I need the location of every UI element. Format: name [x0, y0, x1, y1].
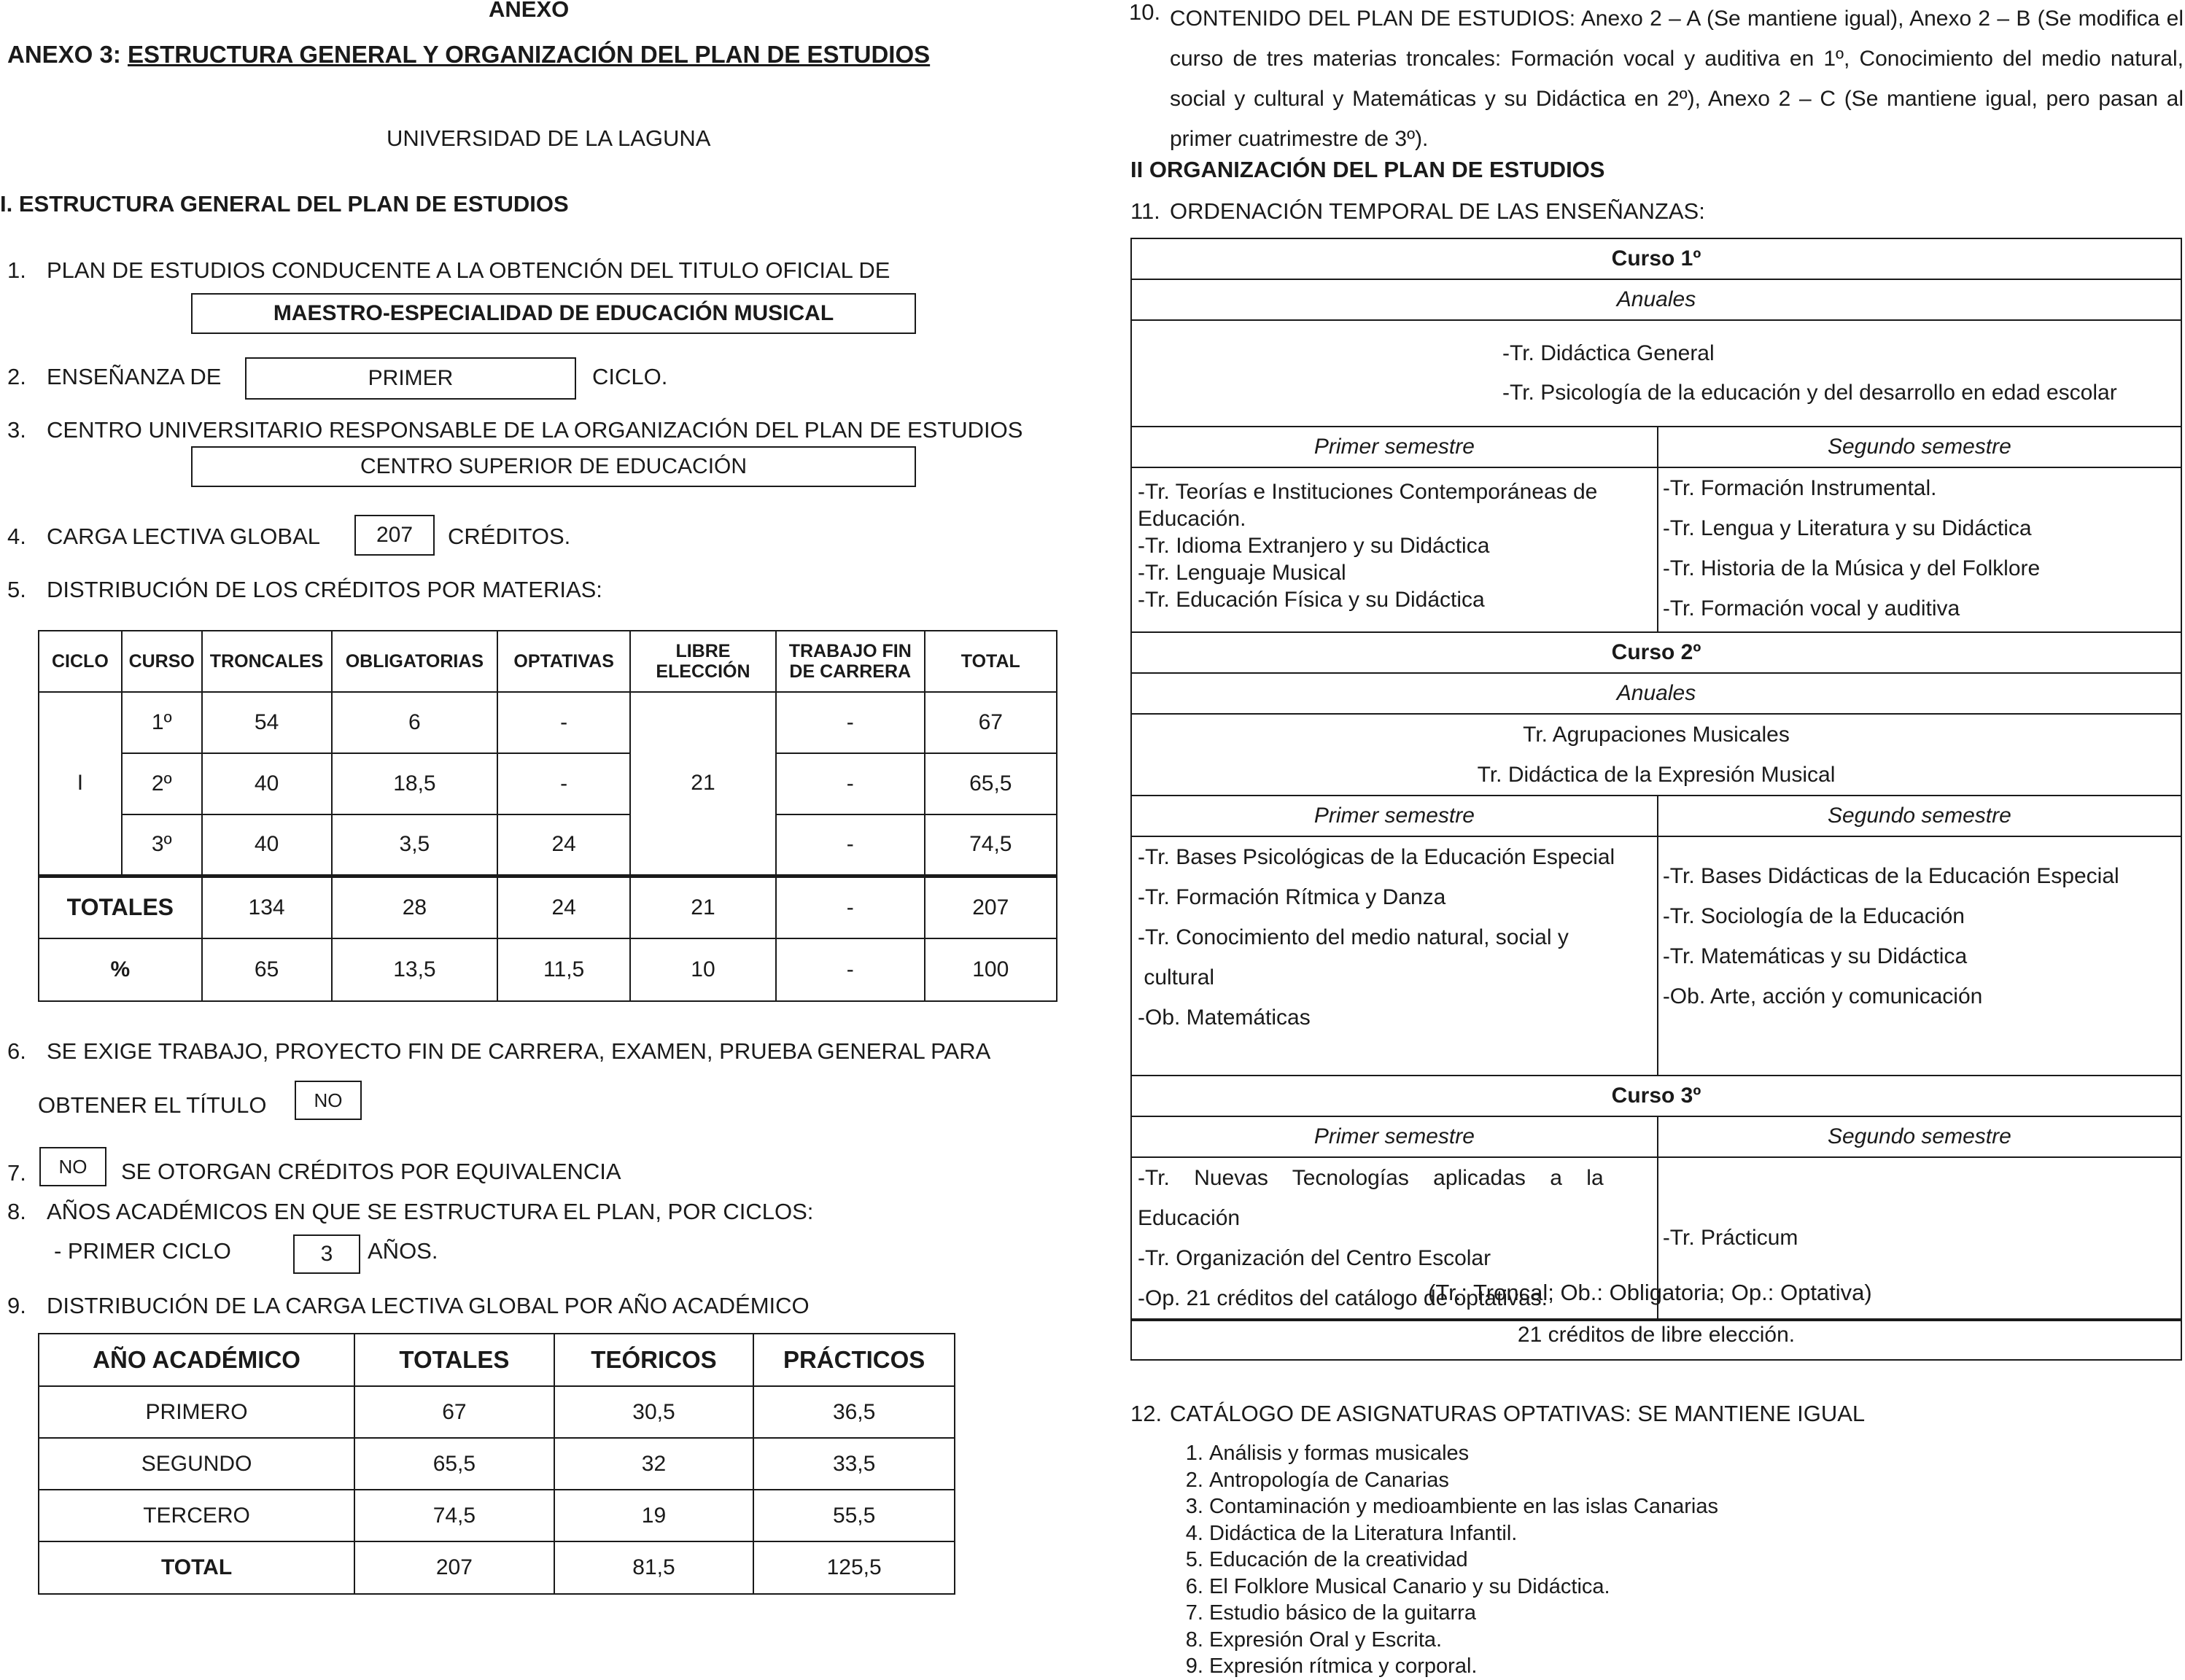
curso-1-primer-subjects — [1131, 467, 1658, 632]
header-ciclo: CICLO — [39, 631, 122, 692]
curso-3-heading: Curso 3º — [1131, 1076, 2181, 1116]
item-3-number: 3. — [7, 417, 26, 443]
item-5-text: DISTRIBUCIÓN DE LOS CRÉDITOS POR MATERIAS: — [47, 577, 602, 602]
teoricos-cell: 19 — [554, 1490, 754, 1541]
troncales-cell: 65 — [202, 938, 332, 1001]
optional-catalog-list — [1177, 1440, 1718, 1680]
header-libre: LIBRE ELECCIÓN — [630, 631, 776, 692]
item-1-number: 1. — [7, 257, 26, 283]
subject-item: -Tr. Lengua y Literatura y su Didáctica — [1662, 516, 2032, 540]
subject-item: Tr. Didáctica de la Expresión Musical — [1477, 763, 1836, 787]
primer-semestre-label: Primer semestre — [1131, 796, 1658, 836]
segundo-semestre-label: Segundo semestre — [1658, 1116, 2181, 1157]
item-8-suffix: AÑOS. — [368, 1238, 438, 1264]
year-header-row — [39, 1334, 955, 1386]
header-troncales: TRONCALES — [202, 631, 332, 692]
anual-1-subjects-row — [1131, 320, 2181, 427]
cycle-box: PRIMER — [245, 357, 576, 400]
trabajo-cell: - — [776, 938, 925, 1001]
curso-2-semesters-row — [1131, 836, 2181, 1076]
list-item: 3. Contaminación y medioambiente en las islas Canarias — [1209, 1493, 1718, 1520]
degree-title-box: MAESTRO-ESPECIALIDAD DE EDUCACIÓN MUSICAL — [191, 293, 916, 334]
header-obligatorias: OBLIGATORIAS — [332, 631, 498, 692]
item-5-number: 5. — [7, 577, 26, 602]
ciclo-cell: I — [39, 692, 122, 876]
semester-header-row — [1131, 427, 2181, 467]
year-cell: SEGUNDO — [39, 1438, 354, 1490]
semester-header-row — [1131, 1116, 2181, 1157]
header-curso: CURSO — [122, 631, 202, 692]
item-4-text: CARGA LECTIVA GLOBAL — [47, 524, 321, 549]
semester-header-row — [1131, 796, 2181, 836]
anuales-2-row — [1131, 673, 2181, 714]
header-totales: TOTALES — [354, 1334, 554, 1386]
subject-item: -Tr. Formación Instrumental. — [1662, 476, 1937, 500]
subject-item: -Op. 21 créditos del catálogo de optativas. — [1138, 1286, 1548, 1310]
list-item: 2. Antropología de Canarias — [1209, 1467, 1718, 1494]
header-optativas: OPTATIVAS — [497, 631, 630, 692]
table-row — [39, 1541, 955, 1594]
total-cell: 100 — [925, 938, 1057, 1001]
table-row — [39, 1386, 955, 1438]
anexo3-title: ESTRUCTURA GENERAL Y ORGANIZACIÓN DEL PLAN DE ESTUDIOS — [128, 41, 931, 68]
section-2-heading: II ORGANIZACIÓN DEL PLAN DE ESTUDIOS — [1130, 157, 1605, 182]
subject-item: -Tr. Sociología de la Educación — [1662, 904, 1965, 928]
center-box: CENTRO SUPERIOR DE EDUCACIÓN — [191, 446, 916, 487]
subject-item: -Tr. Nuevas Tecnologías aplicadas a la — [1138, 1166, 1604, 1190]
totals-row — [39, 876, 1057, 938]
curso-2-segundo-subjects — [1658, 836, 2181, 1076]
anexo3-heading: ANEXO 3: ESTRUCTURA GENERAL Y ORGANIZACIÓN DEL PLAN DE ESTUDIOS — [7, 41, 931, 68]
optativas-cell: 11,5 — [497, 938, 630, 1001]
totales-cell: 207 — [354, 1541, 554, 1594]
subject-item: -Tr. Psicología de la educación y del desarrollo en edad escolar — [1502, 381, 2117, 405]
item-11-number: 11. — [1130, 198, 1160, 224]
subject-item: -Tr. Formación vocal y auditiva — [1662, 596, 1960, 621]
subject-item: -Ob. Matemáticas — [1138, 1006, 1311, 1030]
anual-2-subjects-row — [1131, 714, 2181, 796]
subject-item: -Tr. Organización del Centro Escolar — [1138, 1246, 1491, 1270]
list-item: 1. Análisis y formas musicales — [1209, 1440, 1718, 1467]
curso-1-heading: Curso 1º — [1131, 238, 2181, 279]
practicos-cell: 55,5 — [753, 1490, 955, 1541]
item-2-number: 2. — [7, 364, 26, 389]
curso-1-segundo-subjects — [1658, 467, 2181, 632]
anuales-1-label: Anuales — [1131, 279, 2181, 320]
curso-2-primer-subjects — [1131, 836, 1658, 1076]
subject-item: -Tr. Matemáticas y su Didáctica — [1662, 944, 1968, 968]
item-9-text: DISTRIBUCIÓN DE LA CARGA LECTIVA GLOBAL POR AÑO ACADÉMICO — [47, 1293, 810, 1318]
year-cell: PRIMERO — [39, 1386, 354, 1438]
item-7-text: SE OTORGAN CRÉDITOS POR EQUIVALENCIA — [121, 1159, 621, 1184]
primer-semestre-label: Primer semestre — [1131, 1116, 1658, 1157]
curso-2-heading: Curso 2º — [1131, 632, 2181, 673]
anuales-1-row — [1131, 279, 2181, 320]
legend-text: (Tr.: Troncal; Ob.: Obligatoria; Op.: Optativa) — [1428, 1280, 1872, 1305]
trabajo-cell: - — [776, 814, 925, 876]
item-10-number: 10. — [1129, 0, 1161, 25]
teoricos-cell: 81,5 — [554, 1541, 754, 1594]
troncales-cell: 134 — [202, 876, 332, 938]
header-ano: AÑO ACADÉMICO — [39, 1334, 354, 1386]
header-practicos: PRÁCTICOS — [753, 1334, 955, 1386]
item-7-number: 7. — [7, 1160, 26, 1186]
global-credits-box: 207 — [354, 515, 435, 556]
practicos-cell: 33,5 — [753, 1438, 955, 1490]
totales-cell: 67 — [354, 1386, 554, 1438]
curso-1-semesters-row — [1131, 467, 2181, 632]
header-teoricos: TEÓRICOS — [554, 1334, 754, 1386]
libre-cell: 21 — [630, 692, 776, 876]
percent-row — [39, 938, 1057, 1001]
libre-eleccion-box: 21 créditos de libre elección. — [1130, 1320, 2182, 1361]
item-11-text: ORDENACIÓN TEMPORAL DE LAS ENSEÑANZAS: — [1170, 198, 1705, 224]
curso-1-row — [1131, 238, 2181, 279]
list-item: 5. Educación de la creatividad — [1209, 1547, 1718, 1574]
trabajo-cell: - — [776, 753, 925, 814]
table-row — [39, 1490, 955, 1541]
curso-cell: 2º — [122, 753, 202, 814]
trabajo-cell: - — [776, 876, 925, 938]
subject-item: -Tr. Lenguaje Musical — [1138, 561, 1346, 585]
anexo-heading: ANEXO — [489, 0, 570, 22]
anual-1-subjects — [1131, 320, 2181, 427]
item-4-number: 4. — [7, 524, 26, 549]
troncales-cell: 54 — [202, 692, 332, 753]
subject-item: -Tr. Teorías e Instituciones Contemporáneas de Educación. — [1138, 480, 1598, 531]
subject-item: -Tr. Formación Rítmica y Danza — [1138, 885, 1446, 909]
table-row — [39, 814, 1057, 876]
credits-header-row — [39, 631, 1057, 692]
subject-item: -Tr. Educación Física y su Didáctica — [1138, 588, 1485, 612]
optativas-cell: - — [497, 692, 630, 753]
total-cell: 74,5 — [925, 814, 1057, 876]
anual-2-subjects — [1131, 714, 2181, 796]
item-10-text: CONTENIDO DEL PLAN DE ESTUDIOS: Anexo 2 – A (Se mantiene igual), Anexo 2 – B (Se modifica el curso de tres materias troncales: Formación vocal y auditiva en 1º, Conocimiento del medio natural, social y cultural y Matemáticas y su Didáctica en 2º), Anexo 2 – C (Se mantiene igual, pero pasan al primer cuatrimestre de 3º). — [1170, 7, 2184, 151]
total-cell: 207 — [925, 876, 1057, 938]
obligatorias-cell: 3,5 — [332, 814, 498, 876]
item-2-text: ENSEÑANZA DE — [47, 364, 222, 389]
item-6-line-1: SE EXIGE TRABAJO, PROYECTO FIN DE CARRERA, EXAMEN, PRUEBA GENERAL PARA — [47, 1038, 991, 1064]
totals-label: TOTALES — [39, 876, 202, 938]
subject-item: Tr. Agrupaciones Musicales — [1523, 723, 1790, 747]
item-12-text: CATÁLOGO DE ASIGNATURAS OPTATIVAS: SE MANTIENE IGUAL — [1170, 1401, 1866, 1426]
header-total: TOTAL — [925, 631, 1057, 692]
subject-item: -Tr. Didáctica General — [1502, 341, 1715, 365]
table-row — [39, 753, 1057, 814]
trabajo-cell: - — [776, 692, 925, 753]
year-cell: TOTAL — [39, 1541, 354, 1594]
list-item: 4. Didáctica de la Literatura Infantil. — [1209, 1520, 1718, 1547]
item-2-suffix: CICLO. — [592, 364, 668, 389]
header-trabajo: TRABAJO FIN DE CARRERA — [776, 631, 925, 692]
equivalence-box: NO — [39, 1147, 106, 1186]
years-box: 3 — [293, 1234, 360, 1274]
table-row — [39, 692, 1057, 753]
obligatorias-cell: 18,5 — [332, 753, 498, 814]
segundo-semestre-label: Segundo semestre — [1658, 796, 2181, 836]
obligatorias-cell: 28 — [332, 876, 498, 938]
totales-cell: 74,5 — [354, 1490, 554, 1541]
troncales-cell: 40 — [202, 814, 332, 876]
curso-2-row — [1131, 632, 2181, 673]
teoricos-cell: 30,5 — [554, 1386, 754, 1438]
item-8-text: AÑOS ACADÉMICOS EN QUE SE ESTRUCTURA EL PLAN, POR CICLOS: — [47, 1199, 814, 1224]
year-cell: TERCERO — [39, 1490, 354, 1541]
curso-cell: 1º — [122, 692, 202, 753]
subject-item: cultural — [1138, 965, 1215, 989]
curso-cell: 3º — [122, 814, 202, 876]
subject-item: -Tr. Bases Psicológicas de la Educación Especial — [1138, 845, 1615, 869]
university-name: UNIVERSIDAD DE LA LAGUNA — [387, 125, 711, 151]
item-12-number: 12. — [1130, 1401, 1163, 1426]
list-item: 6. El Folklore Musical Canario y su Didáctica. — [1209, 1574, 1718, 1601]
optativas-cell: - — [497, 753, 630, 814]
subject-item: -Tr. Historia de la Música y del Folklore — [1662, 556, 2041, 580]
section-1-heading: I. ESTRUCTURA GENERAL DEL PLAN DE ESTUDIOS — [0, 191, 569, 217]
item-6-number: 6. — [7, 1038, 26, 1064]
item-3-text: CENTRO UNIVERSITARIO RESPONSABLE DE LA ORGANIZACIÓN DEL PLAN DE ESTUDIOS — [47, 417, 1023, 443]
item-6-line-2: OBTENER EL TÍTULO — [38, 1092, 267, 1118]
list-item: 8. Expresión Oral y Escrita. — [1209, 1627, 1718, 1654]
year-table — [38, 1333, 955, 1595]
credits-table — [38, 630, 1057, 1002]
practicos-cell: 36,5 — [753, 1386, 955, 1438]
item-1-text: PLAN DE ESTUDIOS CONDUCENTE A LA OBTENCIÓN DEL TITULO OFICIAL DE — [47, 257, 890, 283]
list-item: 9. Expresión rítmica y corporal. — [1209, 1653, 1718, 1680]
anuales-2-label: Anuales — [1131, 673, 2181, 714]
primer-semestre-label: Primer semestre — [1131, 427, 1658, 467]
subject-item: -Tr. Conocimiento del medio natural, social y — [1138, 925, 1569, 949]
subject-item: Educación — [1138, 1206, 1241, 1230]
troncales-cell: 40 — [202, 753, 332, 814]
percent-label: % — [39, 938, 202, 1001]
obligatorias-cell: 6 — [332, 692, 498, 753]
item-8-sub: - PRIMER CICLO — [54, 1238, 231, 1264]
table-row — [39, 1438, 955, 1490]
subject-item: -Ob. Arte, acción y comunicación — [1662, 984, 1983, 1008]
total-cell: 67 — [925, 692, 1057, 753]
list-item: 7. Estudio básico de la guitarra — [1209, 1600, 1718, 1627]
teoricos-cell: 32 — [554, 1438, 754, 1490]
practicos-cell: 125,5 — [753, 1541, 955, 1594]
subject-item: -Tr. Bases Didácticas de la Educación Especial — [1662, 864, 2119, 888]
item-4-suffix: CRÉDITOS. — [448, 524, 571, 549]
optativas-cell: 24 — [497, 876, 630, 938]
total-cell: 65,5 — [925, 753, 1057, 814]
item-8-number: 8. — [7, 1199, 26, 1224]
subject-item: -Tr. Idioma Extranjero y su Didáctica — [1138, 534, 1490, 558]
obligatorias-cell: 13,5 — [332, 938, 498, 1001]
item-9-number: 9. — [7, 1293, 26, 1318]
optativas-cell: 24 — [497, 814, 630, 876]
totales-cell: 65,5 — [354, 1438, 554, 1490]
libre-cell: 10 — [630, 938, 776, 1001]
curso-3-row — [1131, 1076, 2181, 1116]
segundo-semestre-label: Segundo semestre — [1658, 427, 2181, 467]
exam-required-box: NO — [295, 1081, 362, 1120]
curso-3-segundo-subject: -Tr. Prácticum — [1658, 1157, 2181, 1319]
libre-cell: 21 — [630, 876, 776, 938]
schedule-table — [1130, 238, 2182, 1320]
